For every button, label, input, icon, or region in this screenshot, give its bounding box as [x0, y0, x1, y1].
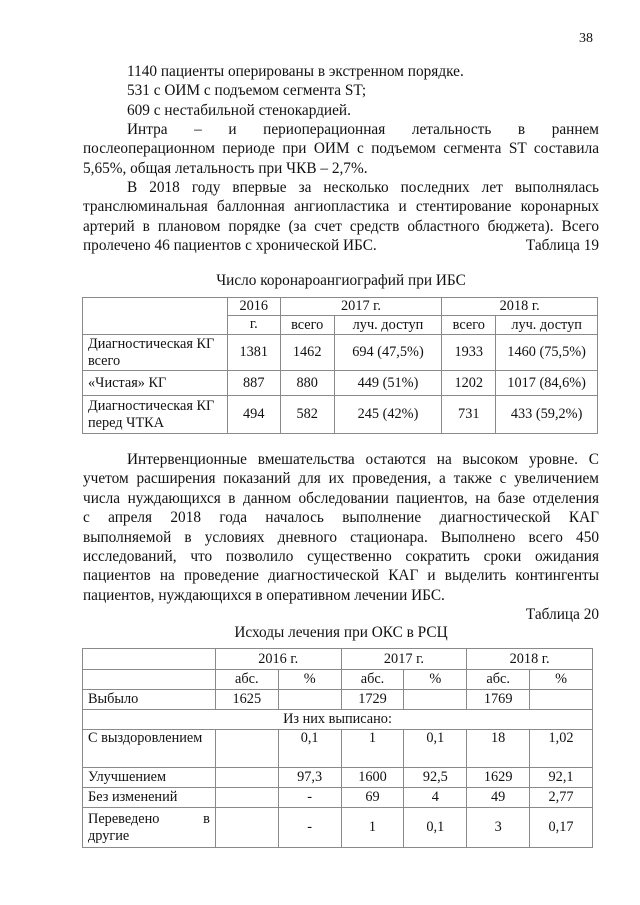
header-2017-total: всего: [280, 316, 334, 335]
acs-outcomes-table: [82, 648, 593, 848]
cell: 1729: [341, 690, 404, 710]
table-row: [83, 808, 593, 848]
cell: [404, 690, 467, 710]
cell: 1769: [467, 690, 530, 710]
header-2016: 2016: [227, 298, 280, 316]
cell: -: [278, 788, 341, 808]
intro-list: [83, 62, 599, 120]
header-2016: 2016 г.: [215, 649, 341, 670]
cell: [215, 788, 278, 808]
cell: [215, 768, 278, 788]
header-2018-radial: луч. доступ: [496, 316, 598, 335]
paragraph-line: пациентов, нуждающихся в оперативном лечении ИБС.: [83, 586, 445, 604]
header-pct: %: [404, 670, 467, 690]
row-label: Переведено в другие: [83, 808, 216, 848]
cell: [215, 808, 278, 848]
row-label: Улучшением: [83, 768, 216, 788]
header-2016-suffix: г.: [227, 316, 280, 335]
table20-label: Таблица 20: [525, 606, 599, 623]
paragraph-line: выполняемой в условиях дневного стационара. Выполнено всего 450: [83, 528, 599, 546]
table-row: [83, 396, 598, 434]
paragraph-line: транслюминальная баллонная ангиопластика и стентирование коронарных: [83, 198, 599, 216]
mortality-paragraph: [83, 120, 599, 178]
cell: 92,5: [404, 768, 467, 788]
paragraph-line: учетом расширения показаний для их проведения, а также с увеличением: [83, 470, 599, 488]
cell: 0,1: [278, 730, 341, 768]
cell: 1: [341, 730, 404, 768]
header-abs: абс.: [467, 670, 530, 690]
row-label: «Чистая» КГ: [83, 371, 228, 396]
intro-line: 1140 пациенты оперированы в экстренном порядке.: [127, 63, 464, 80]
cell: 731: [442, 396, 496, 434]
cell: 1933: [442, 335, 496, 371]
table-row: [83, 768, 593, 788]
cell: [530, 690, 593, 710]
cell: 97,3: [278, 768, 341, 788]
cell: 494: [227, 396, 280, 434]
paragraph-line: В 2018 году впервые за несколько последних лет выполнялась: [127, 179, 599, 196]
intro-line: 531 с ОИМ с подъемом сегмента ST;: [127, 82, 367, 100]
cell: 433 (59,2%): [496, 396, 598, 434]
cell: 449 (51%): [334, 371, 442, 396]
table-row: [83, 730, 593, 768]
header-2018: 2018 г.: [442, 298, 598, 316]
cell: 1629: [467, 768, 530, 788]
table-row: [83, 788, 593, 808]
cell: 1017 (84,6%): [496, 371, 598, 396]
header-abs: абс.: [341, 670, 404, 690]
cell: [215, 730, 278, 768]
header-2017: 2017 г.: [280, 298, 442, 316]
cell: 1625: [215, 690, 278, 710]
paragraph-line: пациентов на проведение диагностической КАГ и выделить контингенты: [83, 567, 599, 585]
cell: -: [278, 808, 341, 848]
cell: 245 (42%): [334, 396, 442, 434]
header-2018: 2018 г.: [467, 649, 593, 670]
cell: 1,02: [530, 730, 593, 768]
cell: 582: [280, 396, 334, 434]
header-empty-cell: [83, 670, 216, 690]
interventions-paragraph: [83, 450, 599, 605]
paragraph-line: Интервенционные вмешательства остаются на высоком уровне. С: [127, 451, 599, 468]
row-label: Без изменений: [83, 788, 216, 808]
paragraph-line: 5,65%, общая летальность при ЧКВ – 2,7%.: [83, 159, 368, 177]
page-number: 38: [579, 31, 593, 46]
table-row: [83, 690, 593, 710]
cell: 2,77: [530, 788, 593, 808]
cell: 4: [404, 788, 467, 808]
intro-line: 609 с нестабильной стенокардией.: [127, 101, 351, 119]
header-2018-total: всего: [442, 316, 496, 335]
cell: 1202: [442, 371, 496, 396]
cell: 1462: [280, 335, 334, 371]
cell: 1381: [227, 335, 280, 371]
cell: 694 (47,5%): [334, 335, 442, 371]
cell: 1: [341, 808, 404, 848]
row-label: Диагностическая КГ всего: [83, 335, 228, 371]
paragraph-line: послеоперационном периоде при ОИМ с подъемом сегмента ST составила: [83, 140, 599, 158]
paragraph-line: Интра – и периоперационная летальность в раннем: [127, 121, 599, 138]
table20-title: Исходы лечения при ОКС в РСЦ: [234, 624, 448, 641]
row-label: Диагностическая КГ перед ЧТКА: [83, 396, 228, 434]
cell: 1460 (75,5%): [496, 335, 598, 371]
header-2017-radial: луч. доступ: [334, 316, 442, 335]
table19-title: Число коронароангиографий при ИБС: [216, 272, 466, 289]
row-label: Выбыло: [83, 690, 216, 710]
cell: 18: [467, 730, 530, 768]
coronary-angiography-table: [82, 297, 598, 434]
header-pct: %: [530, 670, 593, 690]
table19-label: Таблица 19: [525, 237, 599, 254]
subheader-discharged: Из них выписано:: [83, 710, 593, 730]
cell: 1600: [341, 768, 404, 788]
row-label: С выздоровлением: [83, 730, 216, 768]
cell: 0,1: [404, 730, 467, 768]
table-row: [83, 371, 598, 396]
paragraph-line: пролечено 46 пациентов с хронической ИБС.: [83, 237, 377, 255]
cell: 49: [467, 788, 530, 808]
paragraph-line: исследований, что позволило существенно сократить сроки ожидания: [83, 548, 599, 566]
header-abs: абс.: [215, 670, 278, 690]
paragraph-line: числа нуждающихся в данном обследовании пациентов, на базе отделения: [83, 489, 599, 507]
table-row: [83, 335, 598, 371]
header-pct: %: [278, 670, 341, 690]
cell: 69: [341, 788, 404, 808]
cell: 92,1: [530, 768, 593, 788]
cell: [278, 690, 341, 710]
cell: 887: [227, 371, 280, 396]
header-empty-cell: [83, 298, 228, 335]
cell: 3: [467, 808, 530, 848]
header-2017: 2017 г.: [341, 649, 467, 670]
paragraph-line: артерий в плановом порядке (за счет средств областного бюджета). Всего: [83, 217, 599, 235]
cell: 880: [280, 371, 334, 396]
cell: 0,1: [404, 808, 467, 848]
cell: 0,17: [530, 808, 593, 848]
paragraph-line: с апреля 2018 года началось выполнение диагностической КАГ: [83, 509, 599, 527]
header-empty-cell: [83, 649, 216, 670]
